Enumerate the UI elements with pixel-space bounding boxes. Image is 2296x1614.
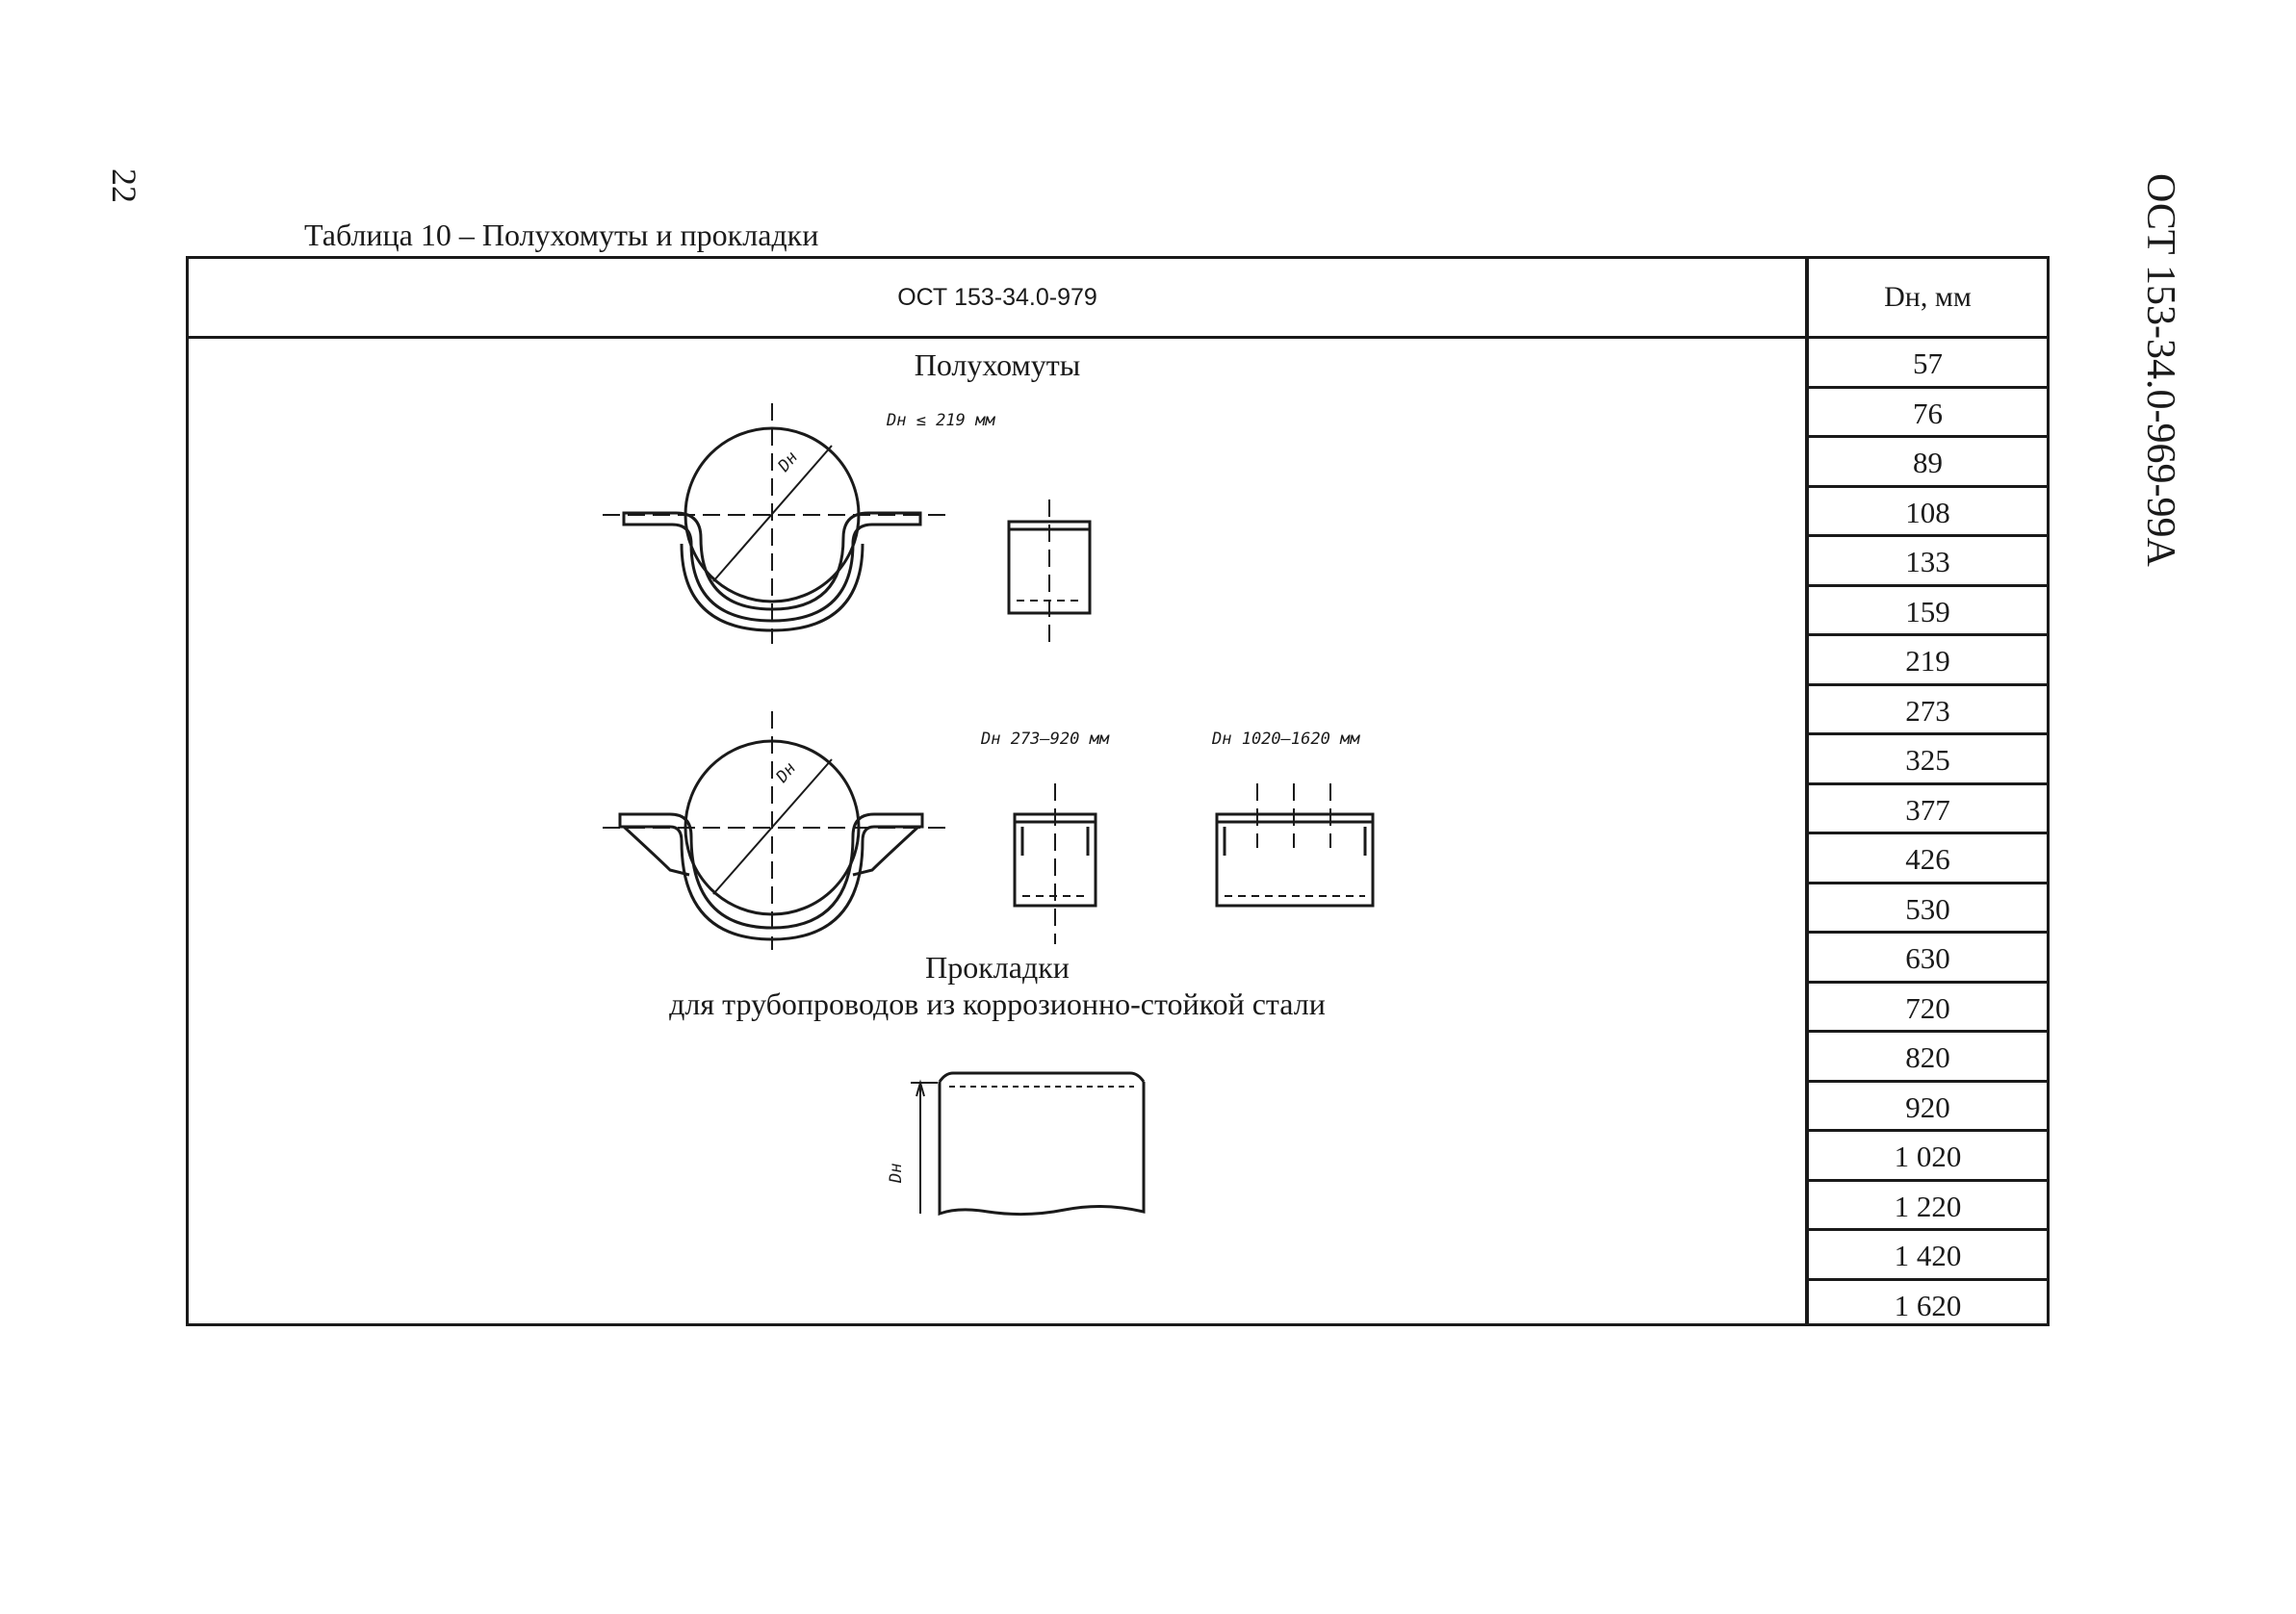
small-clamp-drawing bbox=[603, 403, 1090, 644]
table-frame bbox=[186, 256, 2050, 1326]
dn-label-gasket: Dн bbox=[887, 1163, 906, 1183]
dn-cell: 133 bbox=[1809, 537, 2047, 587]
dn-cell: 108 bbox=[1809, 488, 2047, 538]
dn-cell: 720 bbox=[1809, 984, 2047, 1034]
label-medium-clamp: Dн 273–920 мм bbox=[981, 730, 1110, 749]
section-gaskets-title: Прокладки bbox=[925, 950, 1070, 985]
dn-cell: 1 220 bbox=[1809, 1182, 2047, 1232]
dn-cell: 1 420 bbox=[1809, 1231, 2047, 1281]
section-gaskets-subtitle: для трубопроводов из коррозионно-стойкой стали bbox=[669, 986, 1326, 1021]
dn-cell: 377 bbox=[1809, 785, 2047, 835]
dn-column bbox=[1809, 339, 2047, 1330]
dn-cell: 159 bbox=[1809, 587, 2047, 637]
dn-cell: 426 bbox=[1809, 834, 2047, 884]
dn-cell: 530 bbox=[1809, 884, 2047, 935]
large-clamp-drawing bbox=[603, 711, 1373, 950]
dn-label-small: Dн bbox=[774, 448, 802, 476]
dn-cell: 325 bbox=[1809, 735, 2047, 785]
gasket-drawing bbox=[887, 1073, 1144, 1215]
header-standard: ОСТ 153-34.0-979 bbox=[897, 284, 1097, 311]
technical-drawing bbox=[189, 259, 1802, 1318]
dn-cell: 273 bbox=[1809, 686, 2047, 736]
dn-label-large: Dн bbox=[772, 758, 800, 787]
dn-cell: 630 bbox=[1809, 934, 2047, 984]
label-large-clamp: Dн 1020–1620 мм bbox=[1212, 730, 1360, 749]
dn-cell: 76 bbox=[1809, 389, 2047, 439]
section-clamps-title: Полухомуты bbox=[914, 347, 1081, 382]
document-code: ОСТ 153-34.0-969-99А bbox=[2138, 173, 2182, 567]
dn-cell: 89 bbox=[1809, 438, 2047, 488]
label-small-clamp: Dн ≤ 219 мм bbox=[887, 411, 995, 430]
table-caption: Таблица 10 – Полухомуты и прокладки bbox=[304, 218, 819, 252]
dn-cell: 57 bbox=[1809, 339, 2047, 389]
header-dn: Dн, мм bbox=[1884, 281, 1972, 313]
dn-cell: 820 bbox=[1809, 1033, 2047, 1083]
dn-cell: 1 020 bbox=[1809, 1132, 2047, 1182]
dn-cell: 1 620 bbox=[1894, 1288, 1962, 1322]
page-number: 22 bbox=[105, 168, 143, 203]
dn-cell: 920 bbox=[1809, 1083, 2047, 1133]
dn-cell: 219 bbox=[1809, 636, 2047, 686]
